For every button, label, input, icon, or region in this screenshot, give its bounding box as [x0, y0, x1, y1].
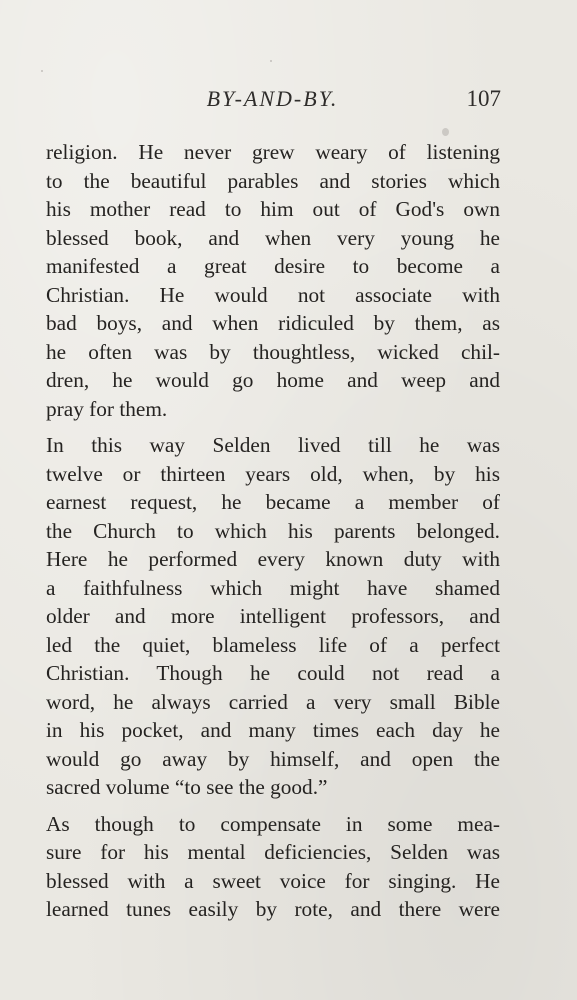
- text-line: word, he always carried a very small Bible: [46, 689, 500, 714]
- text-line: the Church to which his parents belonged.: [46, 518, 500, 543]
- paper-speck: [442, 128, 449, 136]
- running-head: BY-AND-BY.: [206, 86, 339, 111]
- paragraph-2: [46, 431, 500, 802]
- text-line: he often was by thoughtless, wicked chil-: [46, 339, 500, 364]
- page-number: 107: [466, 86, 501, 111]
- page-header: [44, 86, 501, 116]
- text-line: earnest request, he became a member of: [46, 490, 500, 514]
- text-line: a faithfulness which might have shamed: [46, 575, 500, 600]
- paragraph-gap: [46, 423, 500, 431]
- paragraph-1: [46, 138, 500, 423]
- text-line: dren, he would go home and weep and: [46, 368, 500, 392]
- text-line: in his pocket, and many times each day he: [46, 718, 500, 742]
- text-line: Christian. Though he could not read a: [46, 661, 500, 685]
- paragraph-3: [46, 810, 500, 924]
- body-text: [46, 138, 500, 924]
- text-line: older and more intelligent professors, and: [46, 604, 500, 628]
- text-line: sacred volume “to see the good.”: [46, 775, 328, 799]
- text-line: bad boys, and when ridiculed by them, as: [46, 311, 500, 335]
- text-line: Here he performed every known duty with: [46, 547, 500, 571]
- text-line: sure for his mental deficiencies, Selden was: [46, 840, 500, 864]
- paragraph-gap: [46, 802, 500, 810]
- text-line: would go away by himself, and open the: [46, 746, 500, 771]
- text-line: learned tunes easily by rote, and there were: [46, 897, 500, 921]
- text-line: pray for them.: [46, 396, 168, 421]
- text-line: twelve or thirteen years old, when, by his: [46, 461, 500, 486]
- text-line: Christian. He would not associate with: [46, 282, 500, 307]
- text-line: to the beautiful parables and stories which: [46, 168, 500, 193]
- text-line: As though to compensate in some mea-: [46, 811, 500, 836]
- text-line: blessed with a sweet voice for singing. He: [46, 868, 500, 893]
- text-line: blessed book, and when very young he: [46, 225, 500, 250]
- text-line: led the quiet, blameless life of a perfect: [46, 632, 500, 657]
- text-line: manifested a great desire to become a: [46, 254, 500, 278]
- paper-speck: [270, 60, 272, 62]
- text-line: religion. He never grew weary of listening: [46, 140, 500, 164]
- text-line: In this way Selden lived till he was: [46, 433, 500, 457]
- text-line: his mother read to him out of God's own: [46, 197, 500, 221]
- paper-speck: [41, 70, 43, 72]
